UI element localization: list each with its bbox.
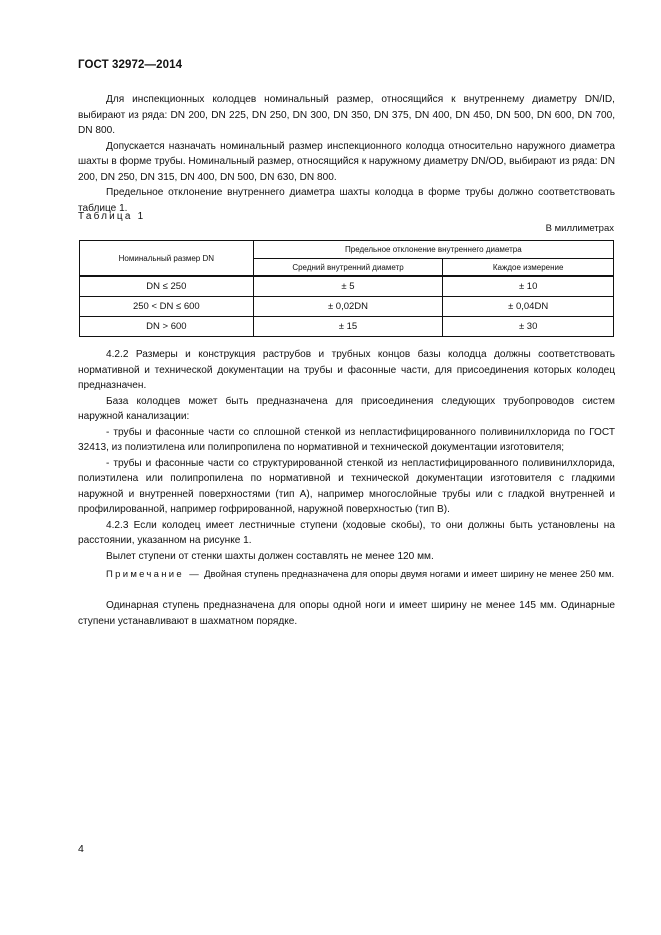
paragraph-4-2-3: 4.2.3 Если колодец имеет лестничные ступени (ходовые скобы), то они должны быть установлены на расстоянии, указанном на рисунке 1. [78,519,615,546]
cell-each: ± 30 [443,317,614,337]
page-number: 4 [78,843,84,855]
col-header-deviation: Предельное отклонение внутреннего диаметра [253,241,613,259]
list-item-structured-wall: - трубы и фасонные части со структурированной стенкой из непластифицированного поливинилхлорида, полиэтилена или полипропилена по нормативной и технической документации изготовителя с гладкими наружной и внутренней поверхностями (тип А), например многослойные трубы или с гладкой внутренней и профилированной, например гофрированной, наружной поверхностью (тип В). [78,457,615,515]
table-caption: Таблица 1 [78,211,146,222]
paragraph-single-step: Одинарная ступень предназначена для опоры одной ноги и имеет ширину не менее 145 мм. Одинарные ступени устанавливают в шахматном порядке. [78,600,615,627]
cell-mean: ± 5 [253,276,443,297]
paragraph-step-projection: Вылет ступени от стенки шахты должен составлять не менее 120 мм. [106,550,434,562]
cell-mean: ± 15 [253,317,443,337]
paragraph-dn-od: Допускается назначать номинальный размер инспекционного колодца относительно наружного диаметра шахты в форме трубы. Номинальный размер, относящийся к наружному диаметру DN/OD, выбирают из ряда: DN 200, DN 250, DN 315, DN 400, DN 500, DN 630, DN 800. [78,140,615,183]
paragraph-deviation-ref: Предельное отклонение внутреннего диаметра шахты колодца в форме трубы должно соответствовать таблице 1. [78,187,615,214]
col-header-each-measurement: Каждое измерение [443,259,614,277]
paragraph-dn-id: Для инспекционных колодцев номинальный размер, относящийся к внутреннему диаметру DN/ID, выбирают из ряда: DN 200, DN 225, DN 250, DN 300, DN 350, DN 375, DN 400, DN 450, DN 500, DN 600, DN 700, DN 800. [78,94,615,136]
table-row [80,276,614,297]
table-row [80,297,614,317]
intro-section [78,92,615,216]
note-dash: — [189,569,199,580]
cell-dn: DN ≤ 250 [80,276,254,297]
note-block [78,568,615,583]
paragraph-4-2-2: 4.2.2 Размеры и конструкция раструбов и трубных концов базы колодца должны соответствовать нормативной и технической документации на трубы и фасонные части, для присоединения которых колодец предназначен. [78,349,615,391]
table-row [80,317,614,337]
note-text: Двойная ступень предназначена для опоры двумя ногами и имеет ширину не менее 250 мм. [204,569,615,580]
list-item-solid-wall: - трубы и фасонные части со сплошной стенкой из непластифицированного поливинилхлорида по ГОСТ 32413, из полиэтилена или полипропилена по нормативной и технической документации изготовителя; [78,426,615,453]
paragraph-base-connections: База колодцев может быть предназначена для присоединения следующих трубопроводов систем наружной канализации: [78,395,615,422]
col-header-nominal-size: Номинальный размер DN [80,241,254,277]
body-section [78,347,615,564]
cell-dn: DN > 600 [80,317,254,337]
col-header-mean-diameter: Средний внутренний диаметр [253,259,443,277]
document-header: ГОСТ 32972—2014 [78,59,183,71]
cell-dn: 250 < DN ≤ 600 [80,297,254,317]
cell-each: ± 10 [443,276,614,297]
deviation-table [79,240,614,337]
note-label: Примечание [106,569,184,580]
cell-each: ± 0,04DN [443,297,614,317]
table-units: В миллиметрах [545,223,614,234]
cell-mean: ± 0,02DN [253,297,443,317]
final-section [78,598,615,629]
